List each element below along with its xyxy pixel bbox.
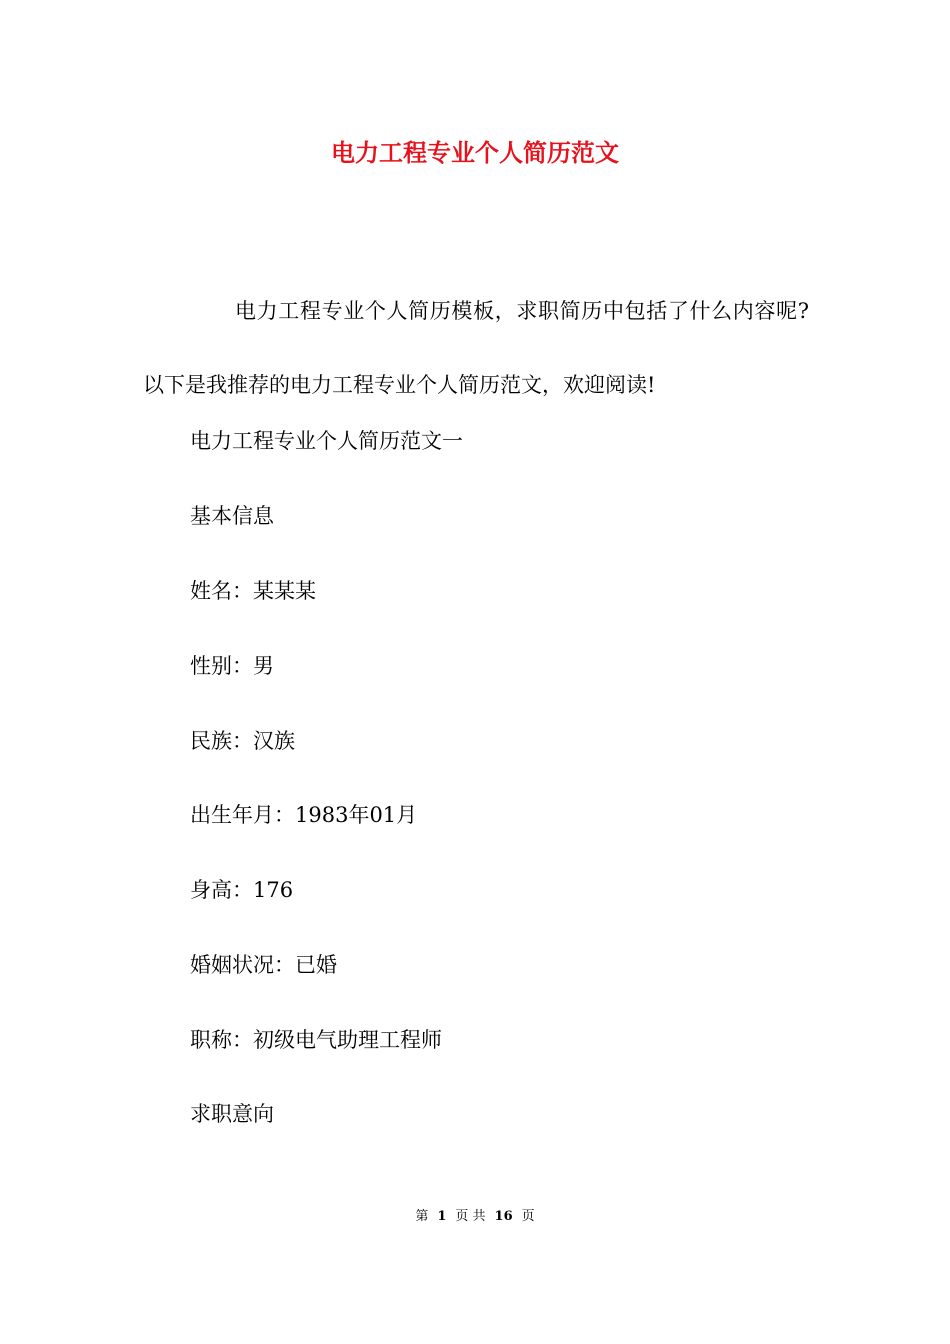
name-field: 姓名：某某某 [190, 579, 316, 603]
footer-suffix: 页 [521, 1209, 535, 1224]
document-title: 电力工程专业个人简历范文 [331, 138, 619, 167]
section-heading: 电力工程专业个人简历范文一 [190, 429, 463, 453]
footer-middle: 页 共 [455, 1209, 486, 1224]
gender-field: 性别：男 [190, 654, 274, 678]
basic-info-heading: 基本信息 [190, 504, 274, 528]
job-title-field: 职称：初级电气助理工程师 [190, 1028, 442, 1052]
ethnicity-field: 民族：汉族 [190, 729, 295, 753]
current-page-number: 1 [437, 1209, 447, 1224]
job-intention-heading: 求职意向 [190, 1102, 274, 1126]
footer-prefix: 第 [415, 1209, 429, 1224]
birth-date-field: 出生年月：1983年01月 [190, 803, 418, 827]
height-field: 身高：176 [190, 878, 294, 902]
total-pages-number: 16 [494, 1209, 513, 1224]
marital-status-field: 婚姻状况：已婚 [190, 953, 337, 977]
intro-paragraph: 电力工程专业个人简历模板，求职简历中包括了什么内容呢?以下是我推荐的电力工程专业个人简历范文，欢迎阅读! [143, 299, 809, 397]
page-footer [0, 1206, 950, 1228]
